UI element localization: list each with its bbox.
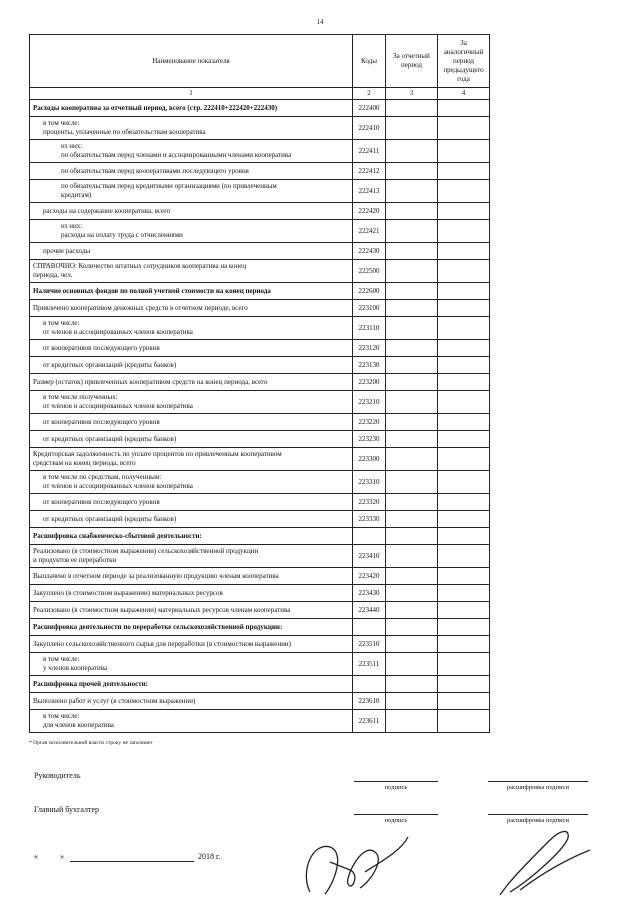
code-cell: 222600 — [353, 283, 386, 300]
head-decode-line — [488, 781, 588, 782]
date-line — [70, 861, 194, 862]
table-row — [30, 140, 490, 163]
report-table-body — [30, 35, 490, 733]
indicator-name-line: Закуплено сельскохозяйственного сырья для переработки (в стоимостном выражении) — [33, 639, 291, 648]
indicator-name-line: СПРАВОЧНО: Количество штатных сотрудников кооператива на конец — [33, 262, 247, 270]
period-value-cell — [386, 317, 438, 340]
code-cell: 223100 — [353, 300, 386, 317]
period-value-cell — [386, 117, 438, 140]
code-cell: 223420 — [353, 568, 386, 585]
prev-period-value-cell — [438, 585, 490, 602]
prev-period-value-cell — [438, 283, 490, 300]
prev-period-value-cell — [438, 140, 490, 163]
indicator-name-cell — [30, 100, 353, 117]
period-value-cell — [386, 140, 438, 163]
prev-period-value-cell — [438, 243, 490, 260]
indicator-name-line: от кооперативов последующего уровня — [43, 417, 160, 426]
code-cell: 223511 — [353, 653, 386, 676]
period-value-cell — [386, 676, 438, 693]
accountant-decode-caption: расшифровка подписи — [506, 817, 570, 824]
indicator-name-cell — [30, 636, 353, 653]
indicator-name-cell — [30, 653, 353, 676]
indicator-name-cell — [30, 340, 353, 357]
indicator-name-line: от кредитных организаций (кредиты банков) — [43, 360, 177, 369]
head-sign-line — [354, 781, 438, 782]
period-value-cell — [386, 585, 438, 602]
header-prev-period: За аналогичный период предыдущего года — [438, 35, 490, 88]
prev-period-value-cell — [438, 545, 490, 568]
indicator-name-line: от кредитных организаций (кредиты банков) — [43, 514, 177, 523]
period-value-cell — [386, 100, 438, 117]
code-cell: 223210 — [353, 391, 386, 414]
period-value-cell — [386, 568, 438, 585]
accountant-signature-scribble — [490, 820, 600, 900]
indicator-name-cell — [30, 545, 353, 568]
prev-period-value-cell — [438, 391, 490, 414]
indicator-name-line: Выполнено работ и услуг (в стоимостном выражении) — [33, 696, 196, 705]
prev-period-value-cell — [438, 494, 490, 511]
period-value-cell — [386, 636, 438, 653]
period-value-cell — [386, 180, 438, 203]
col-number-4: 4 — [438, 88, 490, 100]
code-cell — [353, 528, 386, 545]
prev-period-value-cell — [438, 448, 490, 471]
table-row — [30, 374, 490, 391]
prev-period-value-cell — [438, 117, 490, 140]
indicator-name-cell — [30, 374, 353, 391]
indicator-name-line: от кооперативов последующего уровня — [43, 497, 160, 506]
prev-period-value-cell — [438, 180, 490, 203]
code-cell: 223510 — [353, 636, 386, 653]
code-cell: 223320 — [353, 494, 386, 511]
indicator-name-line: Реализовано (в стоимостном выражении) материальных ресурсов членам кооператива — [33, 605, 291, 614]
indicator-name-line: Кредиторская задолженность по уплате процентов по привлеченным кооперативом — [33, 450, 282, 458]
indicator-name-line: Выплачено в отчетном периоде за реализованную продукцию членам кооператива — [33, 571, 279, 580]
col-number-3: 3 — [386, 88, 438, 100]
indicator-name-line: в том числе: — [43, 655, 80, 663]
section-row — [30, 619, 490, 636]
table-row — [30, 710, 490, 733]
code-cell: 223230 — [353, 431, 386, 448]
table-row — [30, 545, 490, 568]
code-cell: 223410 — [353, 545, 386, 568]
indicator-name-line: прочие расходы — [43, 246, 91, 255]
indicator-name-cell — [30, 300, 353, 317]
indicator-name-cell — [30, 602, 353, 619]
table-row — [30, 203, 490, 220]
accountant-label: Главный бухгалтер — [34, 805, 99, 814]
prev-period-value-cell — [438, 317, 490, 340]
indicator-name-line: от кооперативов последующего уровня — [43, 343, 160, 352]
code-cell — [353, 619, 386, 636]
prev-period-value-cell — [438, 693, 490, 710]
indicator-name-line: по обязательствам перед кооперативами последующего уровня — [61, 166, 249, 175]
indicator-name-cell — [30, 140, 353, 163]
indicator-name-line: кредитам) — [61, 191, 92, 199]
table-row — [30, 300, 490, 317]
code-cell: 222413 — [353, 180, 386, 203]
prev-period-value-cell — [438, 653, 490, 676]
prev-period-value-cell — [438, 260, 490, 283]
indicator-name-cell — [30, 220, 353, 243]
table-row — [30, 636, 490, 653]
indicator-name-cell — [30, 391, 353, 414]
head-label: Руководитель — [34, 771, 81, 780]
indicator-name-cell — [30, 180, 353, 203]
code-cell: 222412 — [353, 163, 386, 180]
period-value-cell — [386, 374, 438, 391]
indicator-name-cell — [30, 528, 353, 545]
prev-period-value-cell — [438, 357, 490, 374]
indicator-name-cell — [30, 163, 353, 180]
code-cell: 223440 — [353, 602, 386, 619]
page-number: 14 — [316, 18, 324, 26]
date-close-quote: » — [60, 852, 64, 861]
indicator-name-line: из них: — [61, 222, 83, 230]
report-table — [29, 34, 490, 733]
col-number-1: 1 — [30, 88, 353, 100]
prev-period-value-cell — [438, 710, 490, 733]
period-value-cell — [386, 710, 438, 733]
indicator-name-cell — [30, 203, 353, 220]
prev-period-value-cell — [438, 100, 490, 117]
head-sign-caption: подпись — [384, 784, 408, 791]
code-cell: 222500 — [353, 260, 386, 283]
table-row — [30, 511, 490, 528]
head-decode-caption: расшифровка подписи — [506, 784, 570, 791]
indicator-name-line: Расшифровка прочей деятельности: — [33, 679, 148, 688]
table-row — [30, 317, 490, 340]
indicator-name-cell — [30, 693, 353, 710]
table-row — [30, 260, 490, 283]
period-value-cell — [386, 283, 438, 300]
prev-period-value-cell — [438, 528, 490, 545]
prev-period-value-cell — [438, 511, 490, 528]
prev-period-value-cell — [438, 163, 490, 180]
indicator-name-line: расходы на оплату труда с отчислениями — [61, 231, 183, 239]
table-row — [30, 180, 490, 203]
indicator-name-cell — [30, 676, 353, 693]
table-row — [30, 471, 490, 494]
accountant-decode-line — [488, 814, 588, 815]
indicator-name-line: проценты, уплаченные по обязательствам кооператива — [43, 128, 206, 136]
code-cell: 223130 — [353, 357, 386, 374]
period-value-cell — [386, 260, 438, 283]
period-value-cell — [386, 494, 438, 511]
indicator-name-cell — [30, 283, 353, 300]
indicator-name-line: в том числе по средствам, полученным: — [43, 473, 162, 481]
header-code: Коды — [353, 35, 386, 88]
indicator-name-cell — [30, 710, 353, 733]
code-cell: 222430 — [353, 243, 386, 260]
prev-period-value-cell — [438, 602, 490, 619]
indicator-name-cell — [30, 568, 353, 585]
indicator-name-line: от членов и ассоциированных членов кооператива — [43, 402, 193, 410]
period-value-cell — [386, 602, 438, 619]
table-row — [30, 243, 490, 260]
table-row — [30, 100, 490, 117]
accountant-sign-line — [354, 814, 438, 815]
table-row — [30, 602, 490, 619]
indicator-name-line: от кредитных организаций (кредиты банков) — [43, 434, 177, 443]
table-row — [30, 448, 490, 471]
footnote: * Орган исполнительной власти строку не заполняет — [29, 740, 153, 746]
indicator-name-cell — [30, 471, 353, 494]
header-period: За отчетный период — [386, 35, 438, 88]
table-row — [30, 431, 490, 448]
period-value-cell — [386, 300, 438, 317]
table-header-row — [30, 35, 490, 88]
indicator-name-cell — [30, 414, 353, 431]
indicator-name-line: периода, чел. — [33, 271, 73, 279]
period-value-cell — [386, 340, 438, 357]
period-value-cell — [386, 511, 438, 528]
indicator-name-cell — [30, 260, 353, 283]
indicator-name-cell — [30, 357, 353, 374]
code-cell: 223310 — [353, 471, 386, 494]
prev-period-value-cell — [438, 676, 490, 693]
code-cell: 223120 — [353, 340, 386, 357]
prev-period-value-cell — [438, 431, 490, 448]
code-cell: 223300 — [353, 448, 386, 471]
indicator-name-cell — [30, 117, 353, 140]
table-row — [30, 340, 490, 357]
table-row — [30, 653, 490, 676]
indicator-name-cell — [30, 511, 353, 528]
table-row — [30, 568, 490, 585]
indicator-name-line: по обязательствам перед членами и ассоциированными членами кооператива — [61, 151, 292, 159]
indicator-name-line: расходы на содержание кооператива, всего — [43, 206, 171, 215]
code-cell: 223330 — [353, 511, 386, 528]
period-value-cell — [386, 448, 438, 471]
indicator-name-line: в том числе: — [43, 712, 80, 720]
indicator-name-line: из них: — [61, 142, 83, 150]
prev-period-value-cell — [438, 414, 490, 431]
indicator-name-line: Закуплено (в стоимостном выражении) материальных ресурсов — [33, 588, 223, 597]
indicator-name-line: от членов и ассоциированных членов кооператива — [43, 328, 193, 336]
indicator-name-cell — [30, 585, 353, 602]
table-row — [30, 163, 490, 180]
indicator-name-line: в том числе: — [43, 119, 80, 127]
indicator-name-line: Расшифровка деятельности по переработке сельскохозяйственной продукции: — [33, 622, 283, 631]
code-cell: 222421 — [353, 220, 386, 243]
code-cell: 223110 — [353, 317, 386, 340]
code-cell: 223200 — [353, 374, 386, 391]
indicator-name-line: Расходы кооператива за отчетный период, всего (стр. 222410+222420+222430) — [33, 103, 278, 112]
period-value-cell — [386, 391, 438, 414]
prev-period-value-cell — [438, 636, 490, 653]
prev-period-value-cell — [438, 220, 490, 243]
period-value-cell — [386, 414, 438, 431]
indicator-name-line: Наличие основных фондов по полной учетной стоимости на конец периода — [33, 286, 271, 295]
indicator-name-line: и продуктов ее переработки — [33, 556, 117, 564]
indicator-name-line: средствам на конец периода, всего — [33, 459, 136, 467]
period-value-cell — [386, 545, 438, 568]
indicator-name-line: Размер (остаток) привлеченных кооперативом средств на конец периода, всего — [33, 377, 268, 386]
period-value-cell — [386, 619, 438, 636]
code-cell: 223610 — [353, 693, 386, 710]
prev-period-value-cell — [438, 471, 490, 494]
period-value-cell — [386, 471, 438, 494]
code-cell: 223220 — [353, 414, 386, 431]
indicator-name-line: в том числе полученных: — [43, 393, 118, 401]
table-row — [30, 494, 490, 511]
prev-period-value-cell — [438, 340, 490, 357]
period-value-cell — [386, 163, 438, 180]
code-cell: 222420 — [353, 203, 386, 220]
period-value-cell — [386, 693, 438, 710]
indicator-name-line: для членов кооператива — [43, 721, 114, 729]
code-cell — [353, 676, 386, 693]
period-value-cell — [386, 653, 438, 676]
accountant-sign-caption: подпись — [384, 817, 408, 824]
section-row — [30, 528, 490, 545]
indicator-name-cell — [30, 619, 353, 636]
section-row — [30, 676, 490, 693]
period-value-cell — [386, 203, 438, 220]
date-open-quote: « — [34, 852, 38, 861]
prev-period-value-cell — [438, 619, 490, 636]
date-year: 2018 г. — [198, 852, 221, 861]
table-row — [30, 414, 490, 431]
code-cell: 223430 — [353, 585, 386, 602]
indicator-name-line: от членов и ассоциированных членов кооператива — [43, 482, 193, 490]
code-cell: 222400 — [353, 100, 386, 117]
indicator-name-line: Привлечено кооперативом денежных средств в отчетном периоде, всего — [33, 303, 248, 312]
indicator-name-cell — [30, 317, 353, 340]
period-value-cell — [386, 220, 438, 243]
indicator-name-line: в том числе: — [43, 319, 80, 327]
period-value-cell — [386, 357, 438, 374]
table-row — [30, 357, 490, 374]
code-cell: 222411 — [353, 140, 386, 163]
table-row — [30, 391, 490, 414]
code-cell: 223611 — [353, 710, 386, 733]
period-value-cell — [386, 243, 438, 260]
code-cell: 222410 — [353, 117, 386, 140]
col-number-2: 2 — [353, 88, 386, 100]
table-row — [30, 693, 490, 710]
prev-period-value-cell — [438, 568, 490, 585]
prev-period-value-cell — [438, 203, 490, 220]
period-value-cell — [386, 431, 438, 448]
head-signature-scribble — [290, 822, 420, 902]
indicator-name-cell — [30, 431, 353, 448]
indicator-name-cell — [30, 243, 353, 260]
indicator-name-line: по обязательствам перед кредитными организациями (по привлеченным — [61, 182, 277, 190]
indicator-name-cell — [30, 448, 353, 471]
indicator-name-line: у членов кооператива — [43, 664, 108, 672]
header-name: Наименование показателя — [30, 35, 353, 88]
table-row — [30, 220, 490, 243]
prev-period-value-cell — [438, 300, 490, 317]
prev-period-value-cell — [438, 374, 490, 391]
table-row — [30, 117, 490, 140]
indicator-name-cell — [30, 494, 353, 511]
column-number-row — [30, 88, 490, 100]
indicator-name-line: Реализовано (в стоимостном выражении) сельскохозяйственной продукции — [33, 547, 259, 555]
indicator-name-line: Расшифровка снабженческо-сбытовой деятельности: — [33, 531, 202, 540]
period-value-cell — [386, 528, 438, 545]
table-row — [30, 585, 490, 602]
table-row — [30, 283, 490, 300]
